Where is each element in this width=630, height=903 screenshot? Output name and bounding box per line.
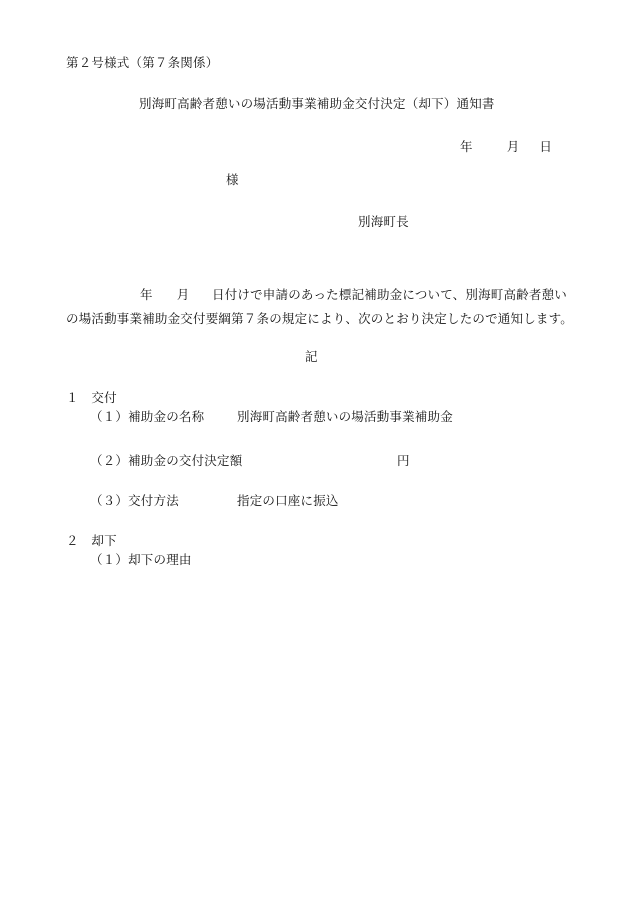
application-date-month: 月 bbox=[176, 287, 190, 302]
body-text-line-2: の場活動事業補助金交付要綱第７条の規定により、次のとおり決定したので通知します。 bbox=[66, 311, 574, 326]
document-title: 別海町高齢者憩いの場活動事業補助金交付決定（却下）通知書 bbox=[139, 96, 495, 111]
issue-date-month: 月 bbox=[506, 139, 520, 154]
grant-name-label: （１）補助金の名称 bbox=[90, 409, 205, 424]
application-date bbox=[140, 289, 189, 302]
section-grant-heading: １ 交付 bbox=[66, 390, 117, 405]
payment-method-value: 指定の口座に振込 bbox=[237, 493, 339, 508]
addressee-honorific: 様 bbox=[226, 172, 239, 187]
issue-date-day: 日 bbox=[539, 139, 553, 154]
application-date-year: 年 bbox=[140, 287, 153, 302]
rejection-reason-label: （１）却下の理由 bbox=[90, 552, 192, 567]
grant-name-value: 別海町高齢者憩いの場活動事業補助金 bbox=[237, 409, 453, 424]
body-text-line-1: 日付けで申請のあった標記補助金について、別海町高齢者憩い bbox=[212, 287, 567, 302]
grant-amount-label: （２）補助金の交付決定額 bbox=[90, 453, 243, 468]
form-number: 第２号様式（第７条関係） bbox=[66, 55, 219, 70]
grant-amount-unit: 円 bbox=[397, 453, 410, 468]
issue-date bbox=[460, 141, 552, 154]
section-rejection-heading: ２ 却下 bbox=[66, 533, 117, 548]
issue-date-year: 年 bbox=[460, 139, 473, 154]
ki-heading: 記 bbox=[305, 349, 318, 364]
payment-method-label: （３）交付方法 bbox=[90, 493, 179, 508]
sender-name: 別海町長 bbox=[358, 214, 409, 229]
